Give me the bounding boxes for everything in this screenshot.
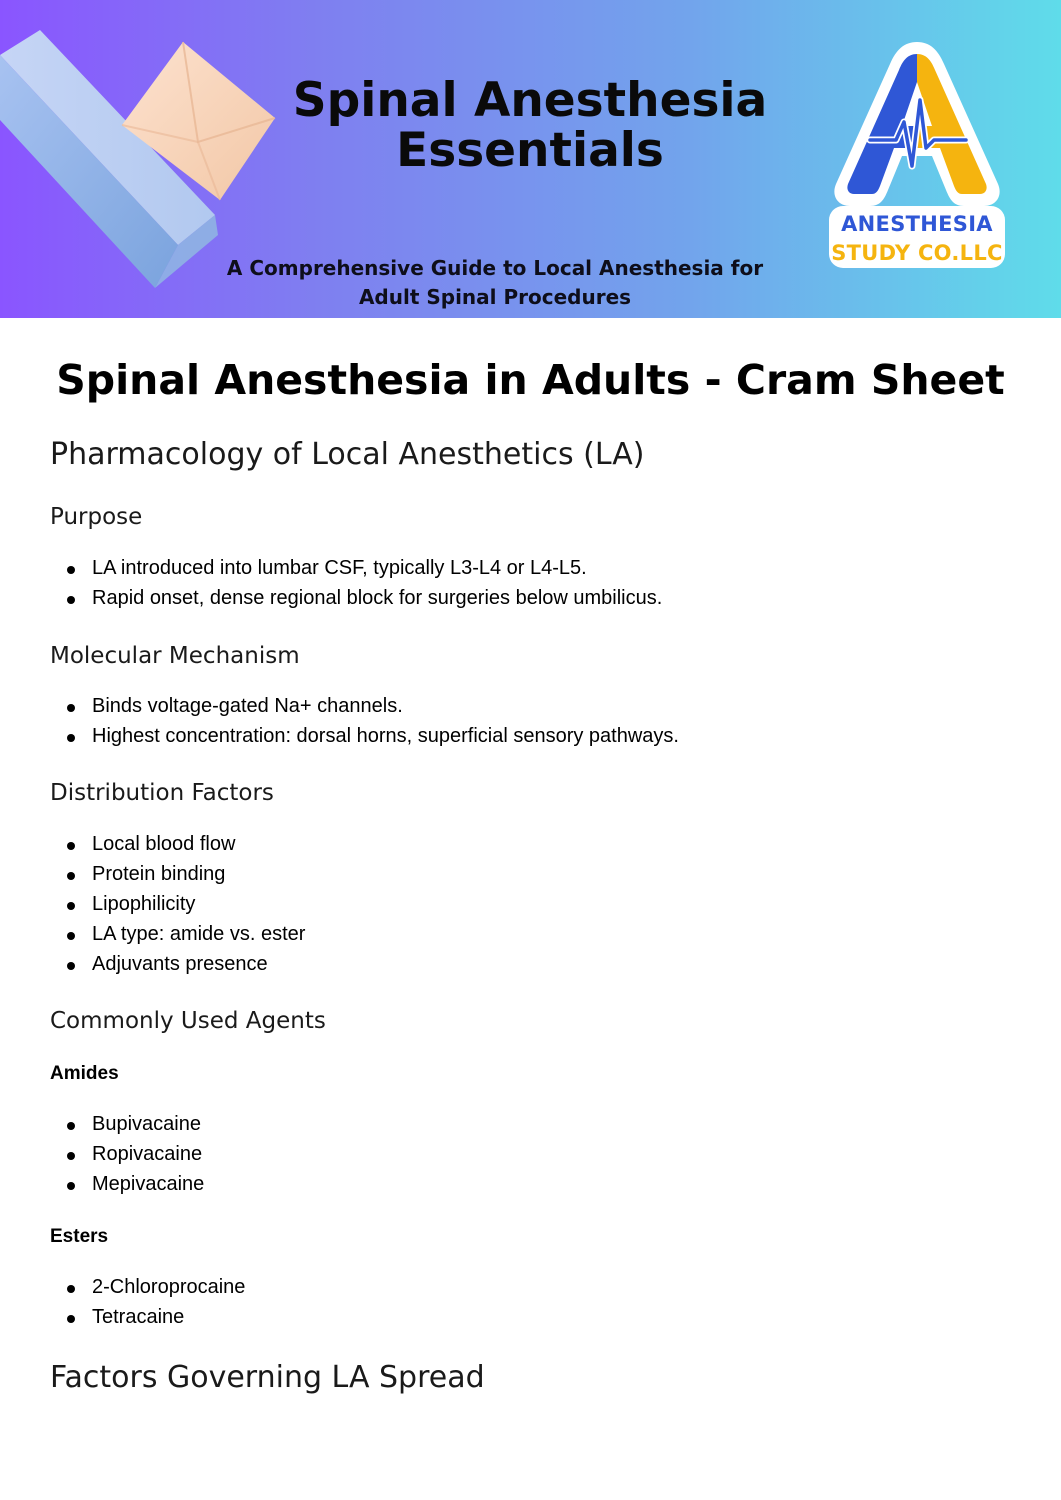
header-banner (0, 0, 1061, 318)
banner-title-line1: Spinal Anesthesia (292, 73, 768, 128)
logo-text-line2: STUDY CO.LLC (831, 241, 1003, 265)
purpose-list (50, 553, 662, 613)
list-item: Bupivacaine (50, 1109, 204, 1139)
list-item: 2-Chloroprocaine (50, 1272, 245, 1302)
mechanism-list (50, 691, 679, 751)
esters-list (50, 1272, 245, 1332)
section-heading-la-spread: Factors Governing LA Spread (50, 1360, 485, 1395)
list-item: LA introduced into lumbar CSF, typically L3-L4 or L4-L5. (50, 553, 662, 583)
letter-a-heartbeat-icon (826, 34, 1008, 274)
group-label-esters: Esters (50, 1226, 109, 1247)
subheading-distribution-factors: Distribution Factors (50, 780, 274, 806)
list-item: LA type: amide vs. ester (50, 919, 305, 949)
section-heading-pharmacology: Pharmacology of Local Anesthetics (LA) (50, 437, 645, 472)
list-item: Local blood flow (50, 829, 305, 859)
list-item: Protein binding (50, 859, 305, 889)
amides-list (50, 1109, 204, 1199)
banner-subtitle (190, 254, 800, 312)
list-item: Mepivacaine (50, 1169, 204, 1199)
subheading-commonly-used-agents: Commonly Used Agents (50, 1008, 326, 1034)
banner-title (230, 73, 830, 178)
subheading-purpose: Purpose (50, 504, 143, 530)
logo-text-line1: ANESTHESIA (841, 212, 993, 236)
banner-subtitle-line1: A Comprehensive Guide to Local Anesthesia for (226, 256, 764, 280)
banner-title-line2: Essentials (396, 123, 664, 178)
list-item: Ropivacaine (50, 1139, 204, 1169)
list-item: Tetracaine (50, 1302, 245, 1332)
list-item: Highest concentration: dorsal horns, superficial sensory pathways. (50, 721, 679, 751)
distribution-factors-list (50, 829, 305, 979)
group-label-amides: Amides (50, 1063, 119, 1084)
subheading-molecular-mechanism: Molecular Mechanism (50, 643, 300, 669)
list-item: Rapid onset, dense regional block for surgeries below umbilicus. (50, 583, 662, 613)
banner-subtitle-line2: Adult Spinal Procedures (358, 285, 632, 309)
list-item: Lipophilicity (50, 889, 305, 919)
list-item: Adjuvants presence (50, 949, 305, 979)
list-item: Binds voltage-gated Na+ channels. (50, 691, 679, 721)
document-title: Spinal Anesthesia in Adults - Cram Sheet (56, 356, 1005, 404)
